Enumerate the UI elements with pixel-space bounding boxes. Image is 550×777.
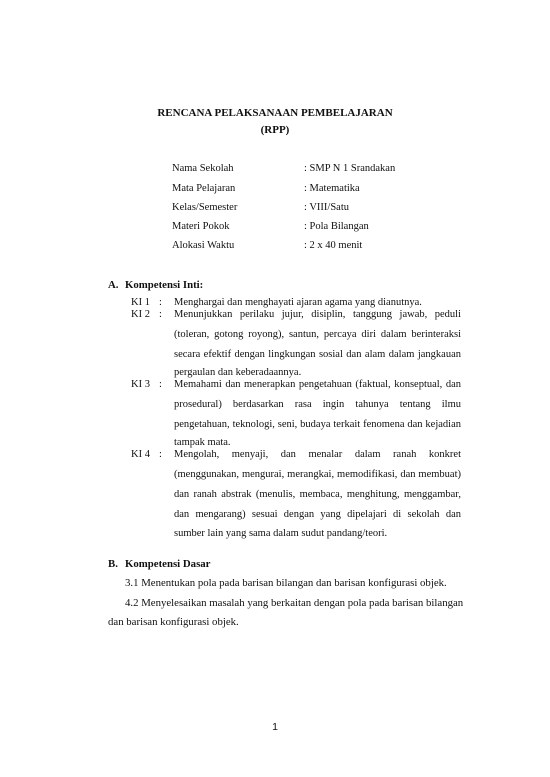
ki-text-line: dan ranah abstrak (menulis, membaca, menghitung, menggambar, <box>174 489 461 500</box>
document-title: RENCANA PELAKSANAAN PEMBELAJARAN <box>157 107 393 119</box>
ki-text-line: tampak mata. <box>174 437 231 448</box>
ki-text-line: dan mengarang) sesuai dengan yang dipelajari di sekolah dan <box>174 509 461 520</box>
document-subtitle: (RPP) <box>260 124 290 136</box>
ki-colon: : <box>159 297 162 308</box>
info-value: : 2 x 40 menit <box>304 240 363 251</box>
ki-text-line: secara efektif dengan lingkungan sosial dan alam dalam jangkauan <box>174 349 461 360</box>
info-label: Kelas/Semester <box>172 202 238 213</box>
info-label: Alokasi Waktu <box>172 240 235 251</box>
info-label: Nama Sekolah <box>172 163 234 174</box>
ki-text-line: Menghargai dan menghayati ajaran agama yang dianutnya. <box>174 297 422 308</box>
info-label: Mata Pelajaran <box>172 183 236 194</box>
ki-code: KI 4 <box>131 449 150 460</box>
ki-text-line: Mengolah, menyaji, dan menalar dalam ranah konkret <box>174 449 461 460</box>
section-b-heading: Kompetensi Dasar <box>125 558 211 570</box>
ki-text-line: Memahami dan menerapkan pengetahuan (faktual, konseptual, dan <box>174 379 461 390</box>
info-value: : SMP N 1 Srandakan <box>304 163 396 174</box>
section-a-heading: Kompetensi Inti: <box>125 279 204 291</box>
ki-text-line: pergaulan dan keberadaannya. <box>174 367 302 378</box>
page-number: 1 <box>272 721 278 733</box>
info-value: : VIII/Satu <box>304 202 350 213</box>
ki-text-line: Menunjukkan perilaku jujur, disiplin, tanggung jawab, peduli <box>174 309 461 320</box>
ki-colon: : <box>159 379 162 390</box>
ki-colon: : <box>159 309 162 320</box>
ki-text-line: (toleran, gotong royong), santun, percaya diri dalam berinteraksi <box>174 329 461 340</box>
info-label: Materi Pokok <box>172 221 230 232</box>
ki-colon: : <box>159 449 162 460</box>
kd-item: 4.2 Menyelesaikan masalah yang berkaitan dengan pola pada barisan bilangan <box>125 597 464 609</box>
kd-item-continuation: dan barisan konfigurasi objek. <box>108 616 239 628</box>
info-value: : Matematika <box>304 183 360 194</box>
ki-code: KI 2 <box>131 309 150 320</box>
ki-text-line: sumber lain yang sama dalam sudut pandang/teori. <box>174 528 388 539</box>
section-a-letter: A. <box>108 279 119 291</box>
ki-text-line: (menggunakan, mengurai, merangkai, memodifikasi, dan membuat) <box>174 469 461 480</box>
kd-item: 3.1 Menentukan pola pada barisan bilangan dan barisan konfigurasi objek. <box>125 577 447 589</box>
ki-text-line: prosedural) berdasarkan rasa ingin tahunya tentang ilmu <box>174 399 461 410</box>
ki-code: KI 3 <box>131 379 150 390</box>
ki-text-line: pengetahuan, teknologi, seni, budaya terkait fenomena dan kejadian <box>174 419 461 430</box>
info-value: : Pola Bilangan <box>304 221 369 232</box>
ki-code: KI 1 <box>131 297 150 308</box>
section-b-letter: B. <box>108 558 118 570</box>
